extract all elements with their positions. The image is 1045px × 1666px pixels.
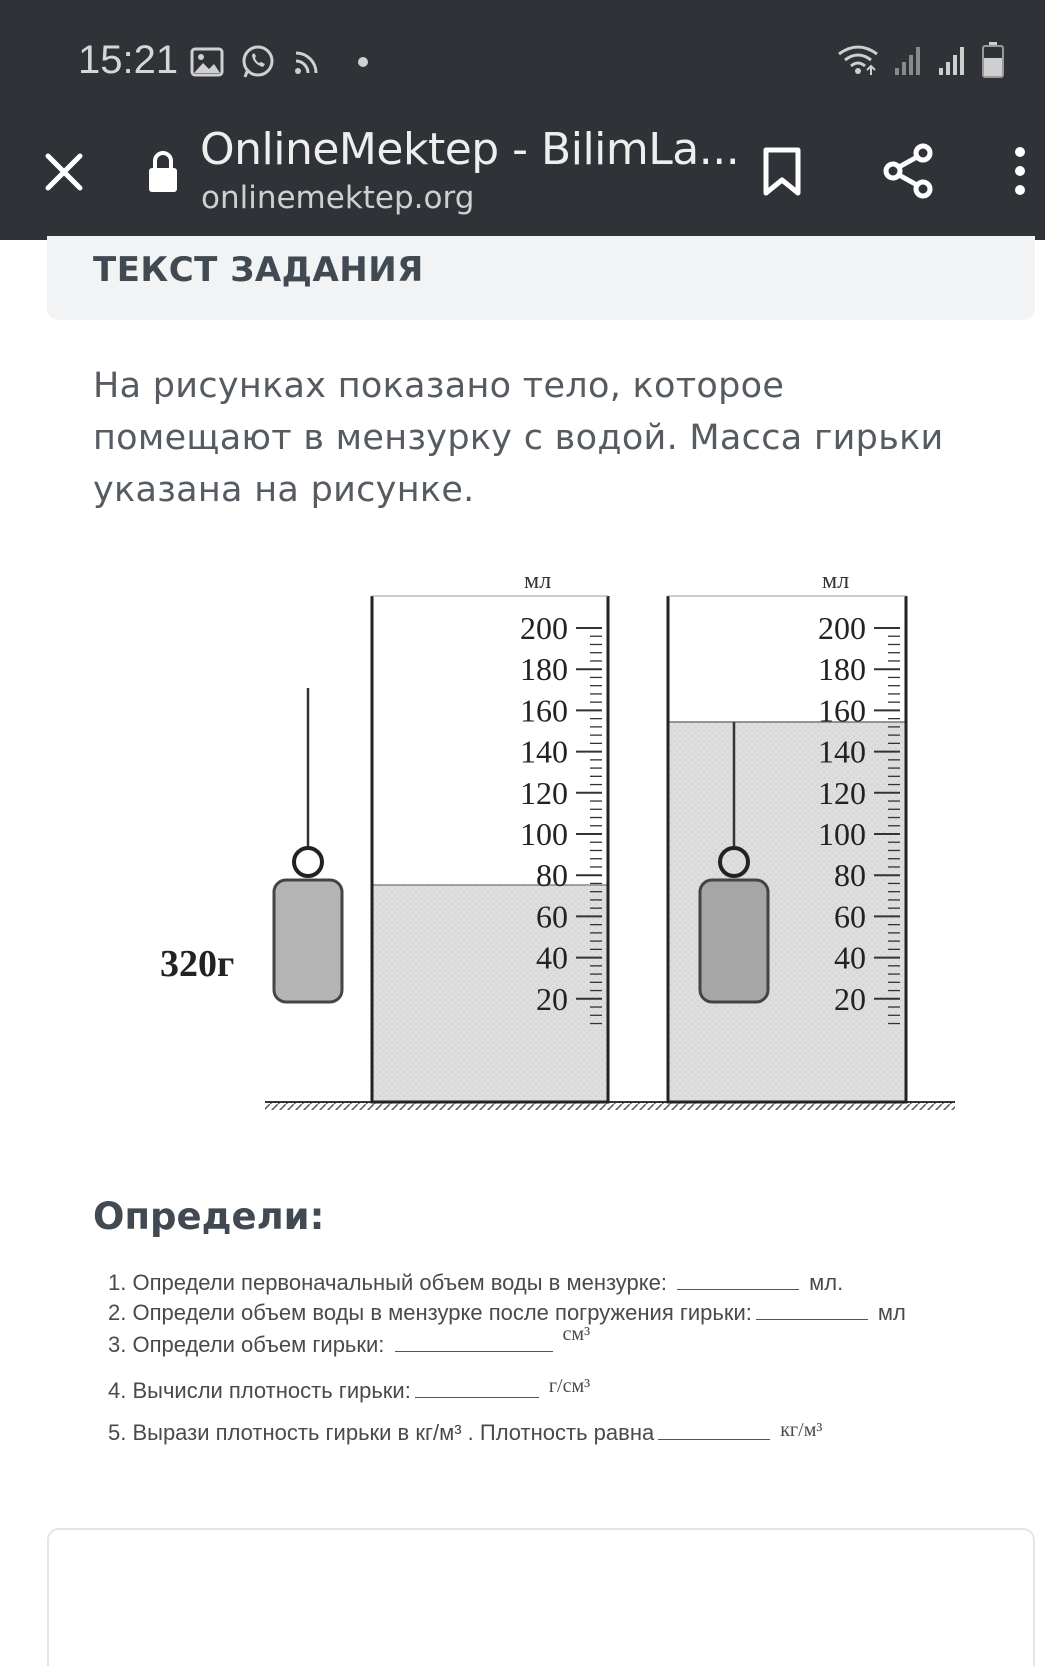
- scale-label: 20: [536, 980, 568, 1017]
- more-notifications-dot: [358, 57, 368, 67]
- question-4: 4. Вычисли плотность гирьки: г/см³: [108, 1375, 591, 1403]
- scale-label: 180: [520, 651, 568, 688]
- unit-label: мл: [822, 568, 850, 594]
- scale-label: 60: [536, 898, 568, 935]
- signal-icon: [937, 44, 967, 76]
- scale-label: 100: [818, 816, 866, 852]
- share-icon: [881, 143, 935, 199]
- signal-icon: [893, 44, 923, 76]
- browser-toolbar: [0, 112, 1045, 240]
- cast-icon: [292, 47, 322, 77]
- scale-label: 140: [520, 733, 568, 770]
- scale-label: 40: [536, 939, 568, 976]
- whatsapp-icon: [240, 44, 276, 80]
- scale-label: 80: [536, 857, 568, 894]
- answer-blank[interactable]: [415, 1397, 539, 1398]
- question-5: 5. Вырази плотность гирьки в кг/м³ . Плотность равна кг/м³: [108, 1419, 823, 1445]
- more-vert-icon: [1013, 146, 1027, 196]
- scale-label: 60: [834, 898, 866, 935]
- scale-label: 200: [520, 610, 568, 646]
- scale-label: 80: [834, 857, 866, 894]
- beakers-figure: [150, 560, 960, 1120]
- battery-icon: [981, 42, 1005, 78]
- bookmark-button[interactable]: [756, 140, 808, 204]
- status-time: 15:21: [78, 38, 179, 82]
- question-3: 3. Определи объем гирьки: см³: [108, 1323, 591, 1357]
- scale-label: 180: [818, 651, 866, 688]
- unit-label: мл: [524, 568, 552, 594]
- bookmark-icon: [762, 147, 802, 197]
- page-title[interactable]: OnlineMektep - BilimLa...: [200, 124, 740, 175]
- more-menu-button[interactable]: [1000, 136, 1040, 206]
- task-header: [47, 236, 1035, 320]
- beaker-2: [668, 568, 906, 1102]
- scale-label: 40: [834, 939, 866, 976]
- weight-1: [274, 688, 342, 1002]
- scale-label: 200: [818, 610, 866, 646]
- page-url[interactable]: onlinemektep.org: [201, 180, 475, 216]
- notification-icons: [190, 42, 368, 82]
- questions-title: Определи:: [93, 1195, 325, 1238]
- question-2: 2. Определи объем воды в мензурке после погружения гирьки: мл: [108, 1300, 906, 1325]
- beaker-1: [372, 568, 608, 1102]
- system-icons: [837, 40, 1005, 80]
- scale-label: 120: [520, 774, 568, 811]
- answer-blank[interactable]: [658, 1439, 770, 1440]
- answer-blank[interactable]: [395, 1351, 553, 1352]
- close-button[interactable]: [38, 142, 90, 202]
- scale-label: 100: [520, 816, 568, 852]
- answer-area[interactable]: [47, 1528, 1035, 1666]
- scale-label: 20: [834, 980, 866, 1017]
- task-header-title: ТЕКСТ ЗАДАНИЯ: [93, 250, 424, 290]
- question-1: 1. Определи первоначальный объем воды в мензурке: мл.: [108, 1270, 844, 1295]
- image-icon: [190, 47, 224, 77]
- scale-label: 160: [520, 692, 568, 729]
- answer-blank[interactable]: [756, 1319, 868, 1320]
- task-text: На рисунках показано тело, которое помещают в мензурку с водой. Масса гирьки указана на рисунке.: [93, 366, 944, 510]
- scale-label: 140: [818, 733, 866, 770]
- lock-icon: [146, 148, 180, 198]
- scale-label: 160: [818, 692, 866, 729]
- wifi-icon: [837, 44, 879, 76]
- status-bar: [0, 0, 1045, 112]
- beaker-1-water: [372, 885, 608, 1102]
- answer-blank[interactable]: [677, 1289, 799, 1290]
- mass-label: 320г: [160, 943, 235, 985]
- share-button[interactable]: [878, 138, 938, 204]
- scale-label: 120: [818, 774, 866, 811]
- close-icon: [44, 152, 84, 192]
